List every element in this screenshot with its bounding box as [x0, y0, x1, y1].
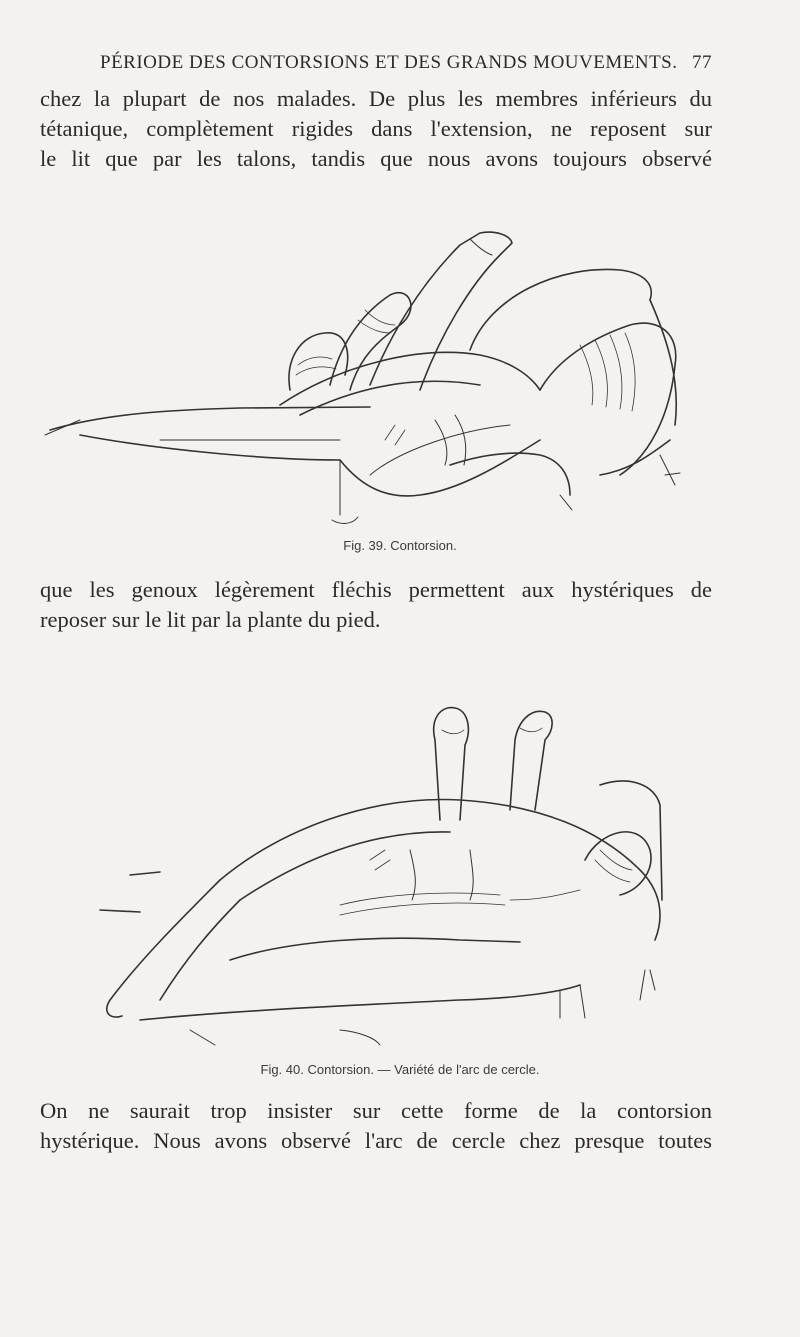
running-head-title: PÉRIODE DES CONTORSIONS ET DES GRANDS MOUVEMENTS.: [100, 52, 678, 73]
paragraph-3: [40, 1096, 712, 1156]
paragraph-line: que les genoux légèrement fléchis permettent aux hystériques de: [40, 577, 712, 602]
paragraph-line: hystérique. Nous avons observé l'arc de cercle chez presque toutes: [40, 1128, 712, 1153]
paragraph-line: On ne saurait trop insister sur cette forme de la contorsion: [40, 1098, 712, 1123]
paragraph-1: [40, 84, 712, 174]
paragraph-line: chez la plupart de nos malades. De plus les membres inférieurs du: [40, 86, 712, 111]
paragraph-2: [40, 575, 712, 635]
page-number: 77: [692, 52, 712, 73]
figure-39-caption: Fig. 39. Contorsion.: [343, 538, 457, 553]
paragraph-line: reposer sur le lit par la plante du pied.: [40, 607, 381, 632]
paragraph-line: tétanique, complètement rigides dans l'extension, ne reposent sur: [40, 116, 712, 141]
paragraph-line: le lit que par les talons, tandis que nous avons toujours observé: [40, 146, 712, 171]
figure-40-illustration: [40, 700, 700, 1050]
figure-39-illustration: [40, 225, 700, 535]
running-head: [100, 52, 712, 74]
figure-40-caption: Fig. 40. Contorsion. — Variété de l'arc de cercle.: [260, 1062, 540, 1077]
